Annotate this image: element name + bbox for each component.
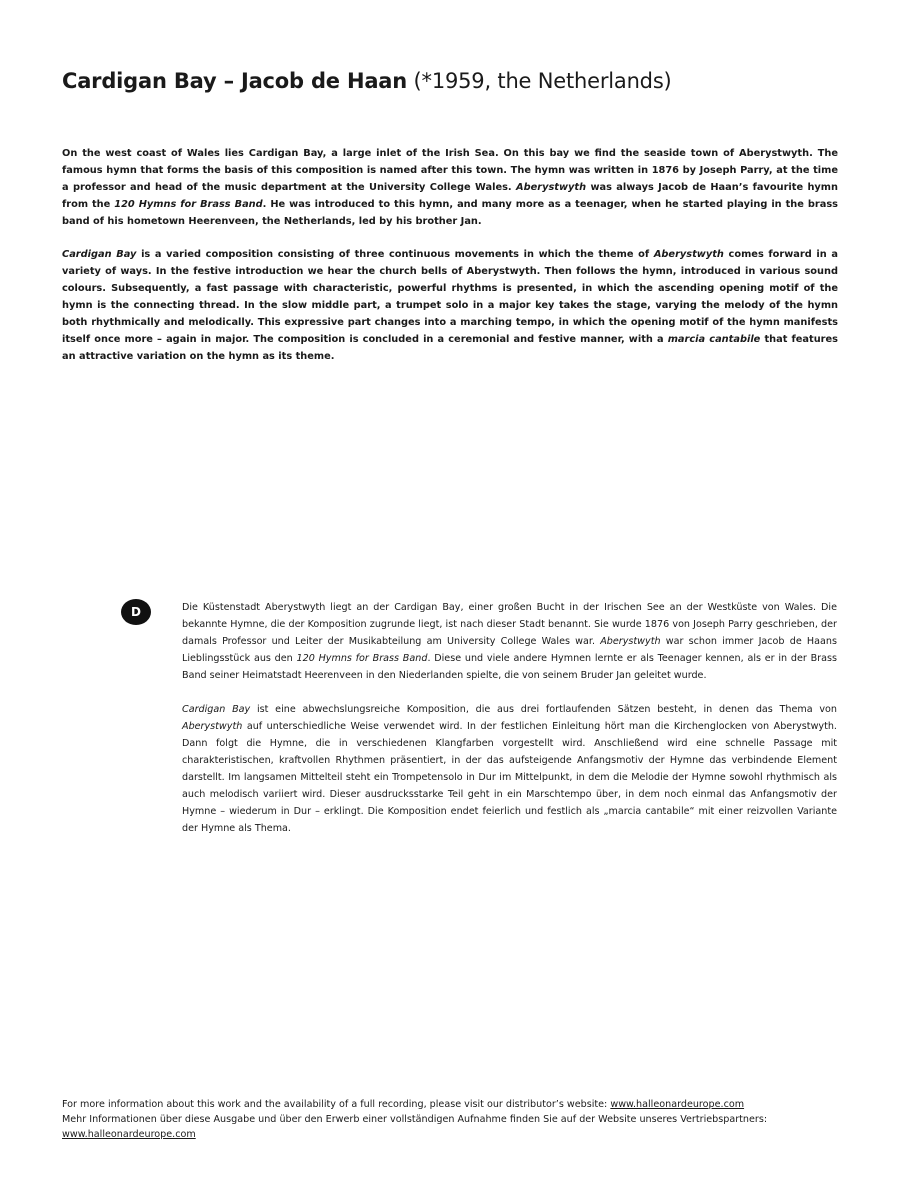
italic-text-run: 120 Hymns for Brass Band [296,653,428,664]
footer-line-english [62,1097,842,1112]
english-paragraph-2 [62,246,838,365]
german-paragraph-2 [182,701,837,837]
title-composer-info: (*1959, the Netherlands) [407,69,672,93]
text-run: ist eine abwechslungsreiche Komposition, die aus drei fortlaufenden Sätzen besteht, in denen das Thema von [250,704,838,715]
text-run: war schon immer Jacob de Haans Lieblingsstück aus den [182,636,837,664]
italic-text-run: Aberystwyth [653,249,724,260]
german-paragraph-1 [182,599,837,684]
language-badge-de: D [121,599,151,625]
text-run: Die Küstenstadt Aberystwyth liegt an der Cardigan Bay, einer großen Bucht in der Irischen See an der Westküste von Wales. Die bekannte Hymne, die der Komposition zugrunde liegt, ist nach dieser Stadt benannt. Sie wurde 1876 von Joseph Parry geschrieben, der damals Professor und Leiter der Musikabteilung am University College Wales war. [182,602,837,647]
distributor-link-english[interactable]: www.halleonardeurope.com [610,1099,745,1110]
german-section [182,599,837,854]
italic-text-run: Cardigan Bay [182,704,251,715]
text-run: is a varied composition consisting of three continuous movements in which the theme of [136,249,654,260]
italic-text-run: Aberystwyth [600,636,661,647]
footer-text-english: For more information about this work and the availability of a full recording, please visit our distributor’s website: [62,1099,611,1110]
italic-text-run: Aberystwyth [182,721,243,732]
text-run: comes forward in a variety of ways. In the festive introduction we hear the church bells of Aberystwyth. Then follows the hymn, introduced in various sound colours. Subsequently, a fast passage with characteristic, powerful rhythms is presented, in which the ascending opening motif of the hymn is the connecting thread. In the slow middle part, a trumpet solo in a major key takes the stage, varying the melody of the hymn both rhythmically and melodically. This expressive part changes into a marching tempo, in which the opening motif of the hymn manifests itself once more – again in major. The composition is concluded in a ceremonial and festive manner, with a [62,249,838,345]
italic-text-run: marcia cantabile [667,334,761,345]
text-run: On the west coast of Wales lies Cardigan Bay, a large inlet of the Irish Sea. On this bay we find the seaside town of Aberystwyth. The famous hymn that forms the basis of this composition is named after this town. The hymn was written in 1876 by Joseph Parry, at the time a professor and head of the music department at the University College Wales. [62,148,838,193]
text-run: that features an attractive variation on the hymn as its theme. [62,334,838,362]
english-paragraph-1 [62,145,838,230]
italic-text-run: Aberystwyth [516,182,587,193]
page-title [62,66,842,96]
english-section [62,145,838,381]
text-run: . He was introduced to this hymn, and many more as a teenager, when he started playing in the brass band of his hometown Heerenveen, the Netherlands, led by his brother Jan. [62,199,839,227]
footer [62,1097,842,1142]
distributor-link-german[interactable]: www.halleonardeurope.com [62,1129,196,1140]
text-run: was always Jacob de Haan’s favourite hymn from the [62,182,838,210]
italic-text-run: Cardigan Bay [62,249,137,260]
italic-text-run: 120 Hymns for Brass Band [114,199,263,210]
footer-text-german: Mehr Informationen über diese Ausgabe und über den Erwerb einer vollständigen Aufnahme finden Sie auf der Website unseres Vertriebspartners: [62,1114,768,1125]
title-main: Cardigan Bay – Jacob de Haan [62,69,408,93]
text-run: . Diese und viele andere Hymnen lernte er als Teenager kennen, als er in der Brass Band seiner Heimatstadt Heerenveen in den Niederlanden spielte, die von seinem Bruder Jan geleitet wurde. [182,653,837,681]
text-run: auf unterschiedliche Weise verwendet wird. In der festlichen Einleitung hört man die Kirchenglocken von Aberystwyth. Dann folgt die Hymne, die in verschiedenen Klangfarben vorgestellt wird. Anschließend wird eine schnelle Passage mit charakteristischen, kraftvollen Rhythmen präsentiert, in der das aufsteigende Anfangsmotiv der Hymne das verbindende Element darstellt. Im langsamen Mittelteil steht ein Trompetensolo in Dur im Mittelpunkt, in dem die Melodie der Hymne sowohl rhythmisch als auch melodisch variiert wird. Dieser ausdrucksstarke Teil geht in ein Marschtempo über, in dem noch einmal das Anfangsmotiv der Hymne – wiederum in Dur – erklingt. Die Komposition endet feierlich und festlich als „marcia cantabile“ mit einer reizvollen Variante der Hymne als Thema. [182,721,837,834]
